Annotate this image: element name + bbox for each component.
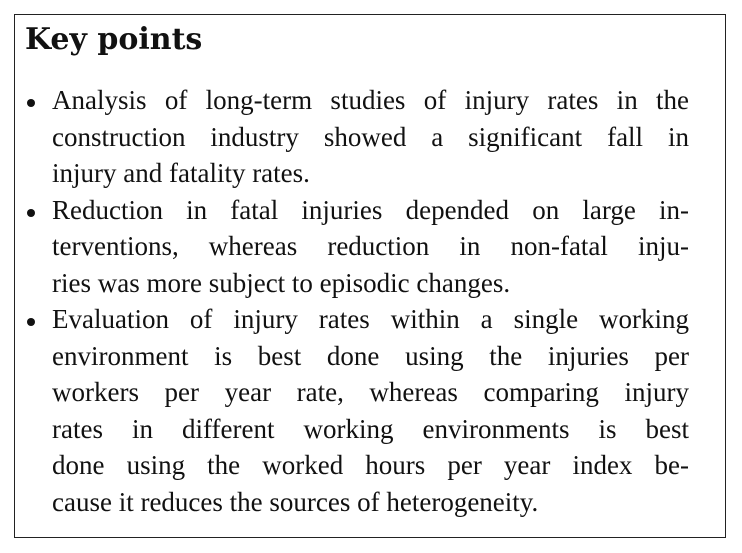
list-item	[25, 82, 689, 192]
list-item	[25, 192, 689, 302]
bullet-text-line: ries was more subject to episodic changes.	[52, 267, 511, 298]
bullet-icon	[27, 209, 35, 217]
bullet-text-line: Reduction in fatal injuries depended on large in-	[52, 194, 689, 225]
key-points-list	[25, 82, 689, 520]
bullet-text-line: Analysis of long-term studies of injury rates in the	[52, 85, 689, 115]
bullet-text-line: injury and fatality rates.	[52, 158, 310, 188]
bullet-text-line: terventions, whereas reduction in non-fatal inju-	[52, 231, 689, 261]
bullet-text-line: cause it reduces the sources of heterogeneity.	[52, 486, 539, 517]
list-item	[25, 301, 689, 520]
bullet-text-line: workers per year rate, whereas comparing injury	[52, 377, 689, 407]
bullet-text-line: done using the worked hours per year index be-	[52, 450, 689, 480]
bullet-text-line: environment is best done using the injuries per	[52, 340, 689, 371]
bullet-text-line: construction industry showed a significant fall in	[52, 121, 689, 152]
bullet-text-line: rates in different working environments is best	[52, 413, 689, 444]
bullet-icon	[27, 318, 35, 326]
box-title: Key points	[25, 22, 203, 57]
bullet-icon	[27, 99, 35, 107]
bullet-text-line: Evaluation of injury rates within a single working	[52, 304, 689, 334]
